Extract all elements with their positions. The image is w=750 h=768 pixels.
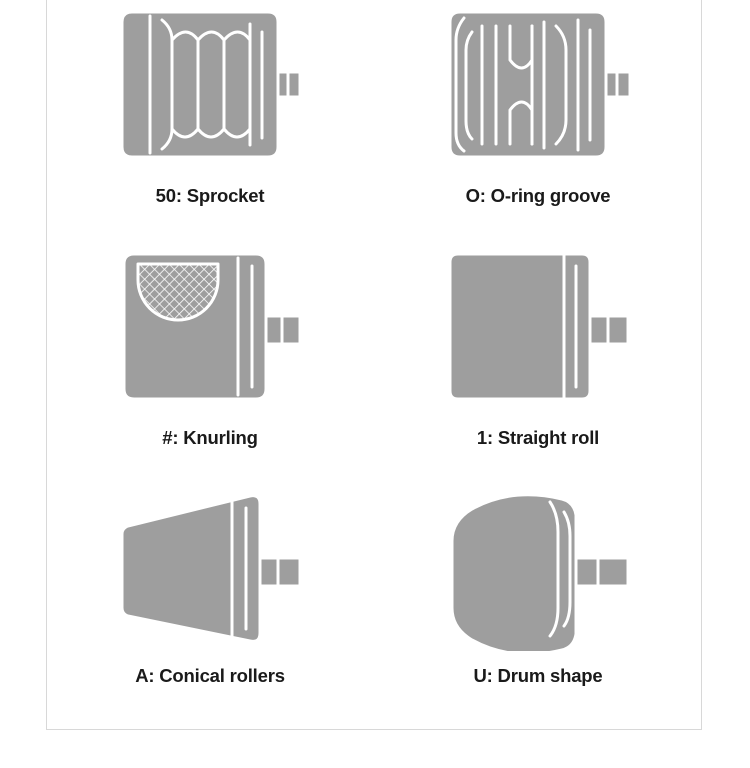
roller-type-card-knurling[interactable] xyxy=(46,234,374,468)
conical-roller-icon xyxy=(110,486,310,651)
knurling-roller-icon xyxy=(110,244,310,409)
roller-type-card-sprocket[interactable] xyxy=(46,0,374,234)
roller-type-caption: 1: Straight roll xyxy=(476,427,600,448)
roller-type-caption: A: Conical rollers xyxy=(135,665,285,686)
o-ring-groove-roller-icon xyxy=(438,2,638,167)
roller-type-card-o-ring-groove[interactable] xyxy=(374,0,702,234)
roller-type-card-drum-shape[interactable] xyxy=(374,468,702,702)
straight-roll-icon xyxy=(438,244,638,409)
sprocket-roller-icon xyxy=(110,2,310,167)
drum-shape-roller-icon xyxy=(438,486,638,651)
roller-type-caption: U: Drum shape xyxy=(473,665,603,686)
roller-type-card-straight-roll[interactable] xyxy=(374,234,702,468)
roller-type-caption: 50: Sprocket xyxy=(155,185,265,206)
roller-type-caption: O: O-ring groove xyxy=(465,185,611,206)
roller-type-grid xyxy=(46,0,702,730)
roller-type-caption: #: Knurling xyxy=(162,427,258,448)
roller-type-card-conical-rollers[interactable] xyxy=(46,468,374,702)
